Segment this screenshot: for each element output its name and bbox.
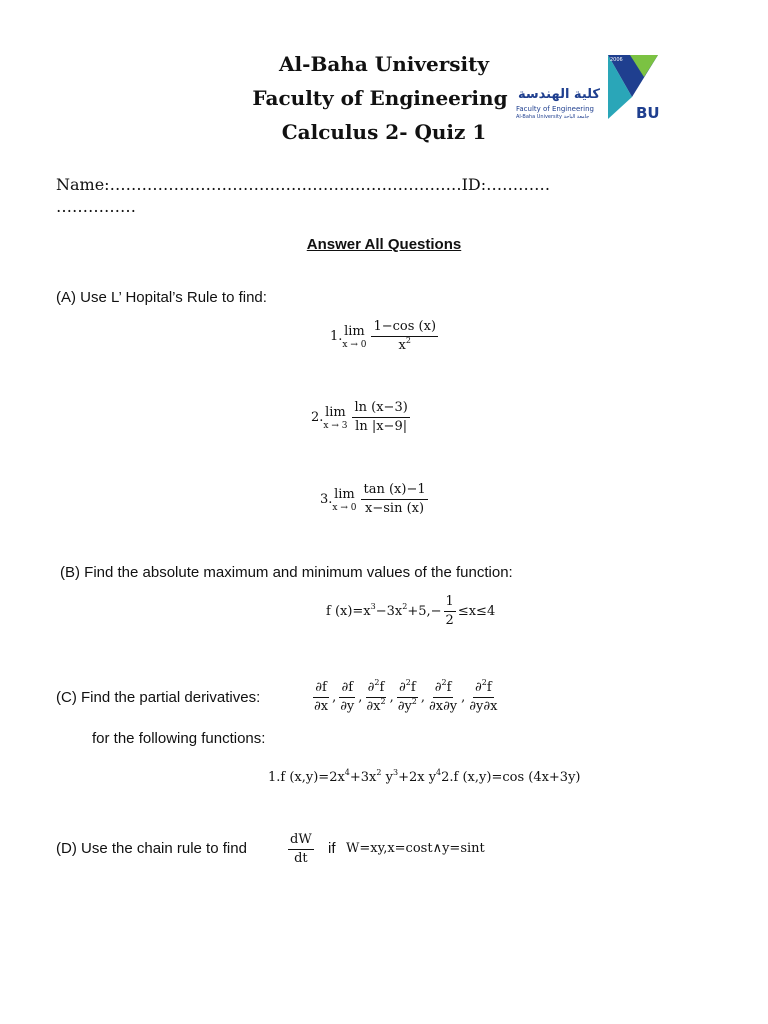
limit-2: 2. lim x → 3 $\frac{\ln (x-3)}{\ln |x-9|}$ — [311, 400, 408, 434]
logo-arabic-text: كلية الهندسة — [518, 87, 600, 102]
quiz-title: Calculus 2- Quiz 1 — [281, 120, 487, 144]
faculty-logo — [512, 53, 662, 123]
limit-1: 1. lim x → 0 $\frac{1-\cos (x)}{x^2}$ — [330, 319, 437, 353]
functions-c: 1.f $(x,y)=2x^4+3x^2$ $y^3+2x$ $y^42.f$ (x,y)=cos (4x+3y) — [268, 768, 581, 785]
partial-derivatives-list: $\frac{\partial f}{\partial x}$ , $\frac{\partial f}{\partial y}$ , $\frac{\partial^2f}{\partial x^2}$ , $\frac{\partial^2f}{\partial y^2}$ , $\frac{\partial^2f}{\partial x\partial y}$ , $\frac{\partial^2f}{\partial y\partial x}$ — [314, 678, 498, 714]
condition-d: W=xy,x=cost∧y=sint — [346, 841, 485, 856]
faculty-name: Faculty of Engineering — [252, 86, 508, 110]
partial-fy: $\frac{\partial f}{\partial y}$ — [340, 680, 355, 714]
instructions-heading: Answer All Questions — [306, 236, 462, 253]
logo-english-line1: Faculty of Engineering — [516, 105, 594, 113]
name-id-line-cont: …………… — [56, 197, 136, 216]
limit-3: 3. lim x → 0 $\frac{\tan (x)-1}{x-\sin (x)}$ — [320, 482, 426, 516]
question-b-prompt: (B) Find the absolute maximum and minimum values of the function: — [60, 564, 513, 581]
partial-fyy: $\frac{\partial^2f}{\partial y^2}$ — [397, 678, 417, 714]
partial-fxy: $\frac{\partial^2f}{\partial x\partial y}$ — [429, 678, 458, 714]
svg-text:2006: 2006 — [610, 57, 623, 63]
partial-fxx: $\frac{\partial^2f}{\partial x^2}$ — [366, 678, 386, 714]
logo-english-line2: Al-Baha University جامعة الباحة — [516, 114, 590, 120]
svg-text:BU: BU — [636, 104, 660, 122]
partial-fx: $\frac{\partial f}{\partial x}$ — [314, 680, 329, 714]
question-d-prompt: (D) Use the chain rule to find — [56, 840, 247, 857]
derivative-dw-dt: $\frac{dW}{dt}$ — [290, 832, 312, 866]
partial-fyx: $\frac{\partial^2f}{\partial y\partial x}$ — [469, 678, 498, 714]
university-name: Al-Baha University — [279, 52, 489, 76]
name-id-line: Name:…………………………………………………………ID:………… — [56, 175, 551, 194]
question-c-prompt: (C) Find the partial derivatives: — [56, 689, 261, 706]
question-a-prompt: (A) Use L’ Hopital’s Rule to find: — [56, 289, 267, 306]
question-c-subprompt: for the following functions: — [92, 730, 266, 747]
if-word: if — [328, 840, 336, 857]
function-b: f $(x)=x^3-3x^2+5,-$ $\frac{1}{2}$ ≤x≤4 — [326, 594, 496, 628]
